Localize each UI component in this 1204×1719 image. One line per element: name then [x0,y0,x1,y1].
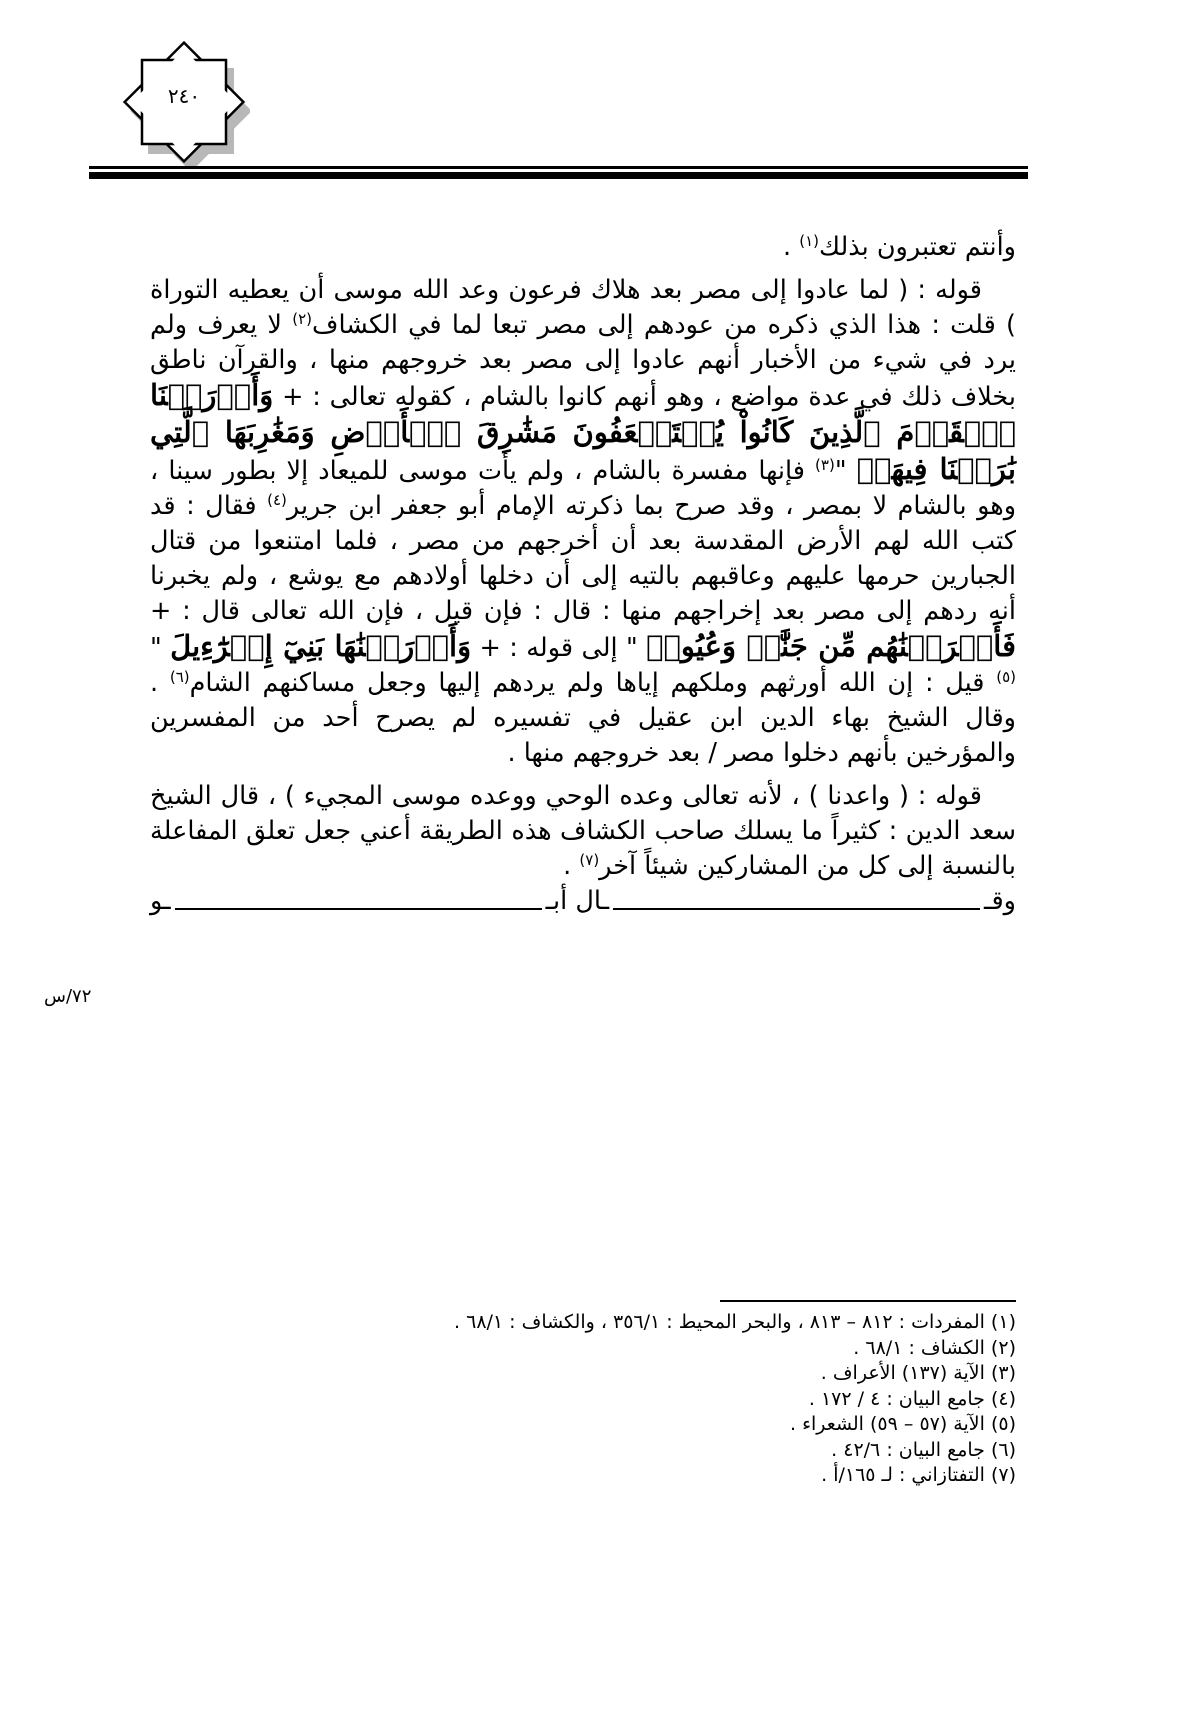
paragraph-1 [150,273,1016,771]
p2-text-a: قوله : ( واعدنا ) ، لأنه تعالى وعده الوحي ووعده موسى المجيء ) ، قال الشيخ سعد الدين : كثيراً ما يسلك صاحب الكشاف هذه الطريقة أعني جعل تعلق المفاعلة بالنسبة إلى كل من المشاركين شيئاً آخر [150,781,1016,881]
p1-text-h: قيل : إن الله أورثهم وملكهم إياها ولم يردهم إليها وجعل مساكنهم الشام [189,668,985,698]
last-line-word-1: وقـ [984,886,1016,916]
intro-line [150,230,1016,265]
footnote-marker-7: (٧) [579,851,600,869]
footnote-3: (٣) الآية (١٣٧) الأعراف . [820,1362,1016,1384]
footnote-separator [720,1300,1016,1302]
p1-text-i: . وقال الشيخ بهاء الدين ابن عقيل في تفسيره لم يصرح أحد من المفسرين والمؤرخين بأنهم دخلوا مصر / بعد خروجهم منها . [150,668,1016,768]
tatweel-stretch [175,908,542,910]
p1-text-f: " إلى قوله : + [479,633,638,663]
footnote-marker-2: (٢) [292,310,313,328]
quran-verse-3: وَأَوۡرَثۡنَٰهَا بَنِيٓ إِسۡرَٰٓءِيلَ [170,629,472,663]
p1-text-c: " [834,456,847,486]
page-number-badge [118,40,250,166]
p1-text-e: فقال : قد كتب الله لهم الأرض المقدسة بعد أن أخرجهم من مصر ، فلما امتنعوا من قتال الجبارين حرمها عليهم وعاقبهم بالتيه إلى أن دخلها أولادهم مع يوشع ، ولم يخبرنا أنه ردهم إلى مصر بعد إخراجهم منها : قال : فإن قيل ، فإن الله تعالى قال : + [150,491,1016,626]
footnote-marker-6: (٦) [169,668,190,686]
footnote-6: (٦) جامع البيان : ٤٢/٦ . [831,1438,1016,1461]
p1-text-d: فإنها مفسرة بالشام ، ولم يأت موسى للميعاد إلا بطور سينا ، وهو بالشام لا بمصر ، وقد صرح بما ذكرته الإمام أبو جعفر ابن جرير [150,456,1017,521]
intro-end: . [782,232,792,262]
p1-text-a: قوله : ( لما عادوا إلى مصر بعد هلاك فرعون وعد الله موسى أن يعطيه التوراة ) قلت : هذا الذي ذكره من عودهم إلى مصر تبعا لما في الكشاف [150,275,1017,340]
main-text [150,230,1016,919]
tatweel-stretch [613,908,980,910]
footnote-marker-1: (١) [799,232,819,250]
page-number: ٢٤٠ [167,84,201,108]
footnote-5: (٥) الآية (٥٧ – ٥٩) الشعراء . [790,1413,1016,1435]
footnote-marker-3: (٣) [815,456,835,474]
paragraph-2 [150,779,1016,884]
footnote-7: (٧) التفتازاني : لـ ١٦٥/أ . [821,1464,1016,1486]
footnote-1: (١) المفردات : ٨١٢ – ٨١٣ ، والبحر المحيط : ٣٥٦/١ ، والكشاف : ٦٨/١ . [454,1311,1016,1333]
footnote-2: (٢) الكشاف : ٦٨/١ . [853,1336,1016,1359]
quran-verse-2: فَأَخۡرَجۡنَٰهُم مِّن جَنَّٰتٖ وَعُيُونٖ [646,629,1016,663]
footnotes [454,1310,1016,1489]
footnote-marker-5: (٥) [996,668,1017,686]
p2-text-b: . [563,851,572,881]
quran-verse-1: وَأَوۡرَثۡنَا ٱلۡقَوۡمَ ٱلَّذِينَ كَانُواْ يُسۡتَضۡعَفُونَ مَشَٰرِقَ ٱلۡأَرۡضِ وَمَغَٰرِبَهَا ٱلَّتِي بَٰرَكۡنَا فِيهَاۖ [150,378,1016,486]
last-line-word-3: ـو [149,886,171,916]
p1-text-b: لا يعرف ولم يرد في شيء من الأخبار أنهم عادوا إلى مصر بعد خروجهم منها ، والقرآن ناطق بخلاف ذلك في عدة مواضع ، وهو أنهم كانوا بالشام ، كقوله تعالى : + [150,310,1016,412]
footnote-4: (٤) جامع البيان : ٤ / ١٧٢ . [808,1387,1016,1410]
header-rule-thin [89,166,1028,169]
last-line-word-2: ـال أبـ [545,886,610,916]
intro-text: وأنتم تعتبرون بذلك [818,232,1016,262]
p1-text-g: " [150,633,162,663]
manuscript-folio-note: ٧٢/س [44,986,92,1007]
header-rule-thick [89,172,1028,179]
last-line [150,884,1016,919]
footnote-marker-4: (٤) [267,491,287,509]
